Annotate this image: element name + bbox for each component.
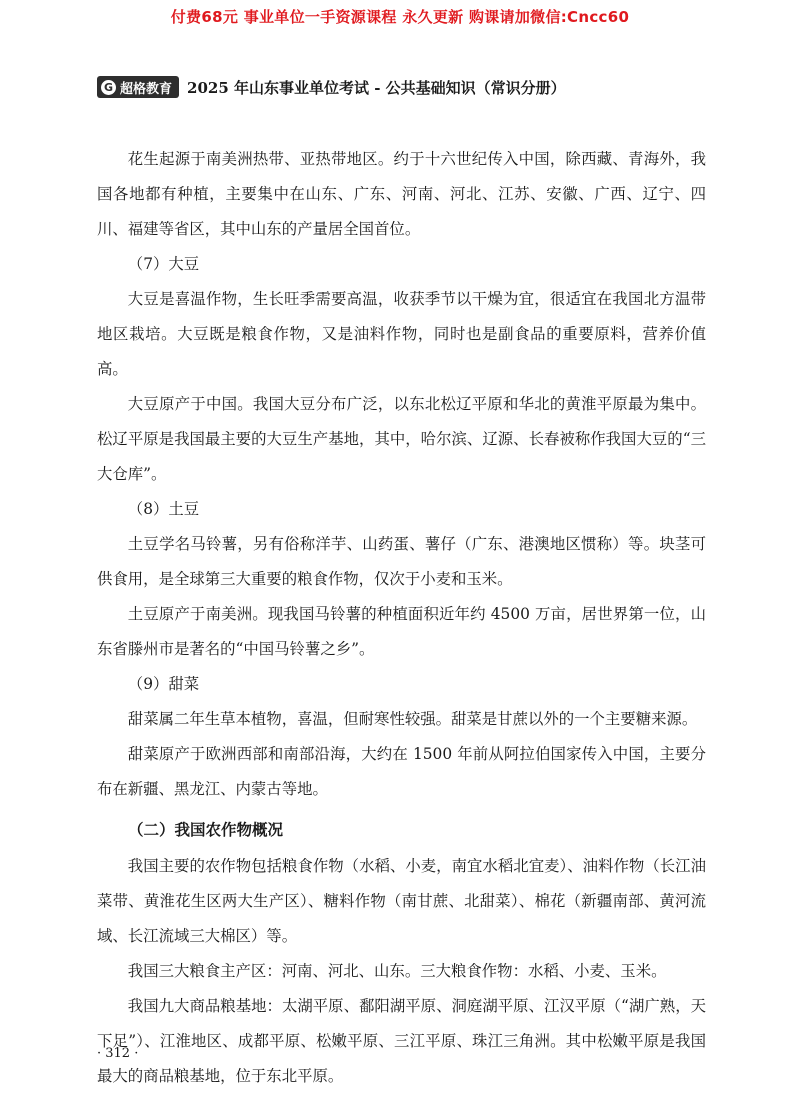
paragraph-potato-origin: 土豆原产于南美洲。现我国马铃薯的种植面积近年约 4500 万亩，居世界第一位，山东省滕州市是著名的“中国马铃薯之乡”。 <box>97 605 706 658</box>
paragraph-soybean-intro: 大豆是喜温作物，生长旺季需要高温，收获季节以干燥为宜，很适宜在我国北方温带地区栽培。大豆既是粮食作物，又是油料作物，同时也是副食品的重要原料，营养价值高。 <box>97 290 706 378</box>
paragraph-soybean-origin: 大豆原产于中国。我国大豆分布广泛，以东北松辽平原和华北的黄淮平原最为集中。松辽平原是我国最主要的大豆生产基地，其中，哈尔滨、辽源、长春被称作我国大豆的“三大仓库”。 <box>97 395 706 483</box>
section-heading-soybean: （7）大豆 <box>127 255 200 273</box>
paragraph-peanut: 花生起源于南美洲热带、亚热带地区。约于十六世纪传入中国，除西藏、青海外，我国各地都有种植，主要集中在山东、广东、河南、河北、江苏、安徽、广西、辽宁、四川、福建等省区，其中山东的产量居全国首位。 <box>97 150 706 238</box>
page-number: · 312 · <box>97 1046 139 1061</box>
paragraph-potato-intro: 土豆学名马铃薯，另有俗称洋芋、山药蛋、薯仔（广东、港澳地区惯称）等。块茎可供食用，是全球第三大重要的粮食作物，仅次于小麦和玉米。 <box>97 535 706 588</box>
section-heading-crops-overview: （二）我国农作物概况 <box>128 821 284 839</box>
paragraph-grain-bases: 我国九大商品粮基地：太湖平原、鄱阳湖平原、洞庭湖平原、江汉平原（“湖广熟，天下足”）、江淮地区、成都平原、松嫩平原、三江平原、珠江三角洲。其中松嫩平原是我国最大的商品粮基地，位于东北平原。 <box>97 997 706 1085</box>
header-title: 2025 年山东事业单位考试 - 公共基础知识（常识分册） <box>187 78 566 97</box>
paragraph-beet-origin: 甜菜原产于欧洲西部和南部沿海，大约在 1500 年前从阿拉伯国家传入中国，主要分布在新疆、黑龙江、内蒙古等地。 <box>97 745 706 798</box>
paragraph-grain-regions: 我国三大粮食主产区：河南、河北、山东。三大粮食作物：水稻、小麦、玉米。 <box>127 962 667 980</box>
paragraph-beet-intro: 甜菜属二年生草本植物，喜温，但耐寒性较强。甜菜是甘蔗以外的一个主要糖来源。 <box>127 710 698 728</box>
section-heading-potato: （8）土豆 <box>127 500 200 518</box>
logo-text: 超格教育 <box>120 81 173 97</box>
main-content <box>97 142 706 1094</box>
logo-g-icon: G <box>101 80 116 95</box>
paragraph-main-crops: 我国主要的农作物包括粮食作物（水稻、小麦，南宜水稻北宜麦）、油料作物（长江油菜带、黄淮花生区两大生产区）、糖料作物（南甘蔗、北甜菜）、棉花（新疆南部、黄河流域、长江流域三大棉区）等。 <box>97 857 706 945</box>
page-header <box>97 76 566 98</box>
publisher-logo <box>97 76 179 98</box>
top-banner: 付费68元 事业单位一手资源课程 永久更新 购课请加微信:Cncc60 <box>170 8 630 26</box>
section-heading-beet: （9）甜菜 <box>127 675 200 693</box>
